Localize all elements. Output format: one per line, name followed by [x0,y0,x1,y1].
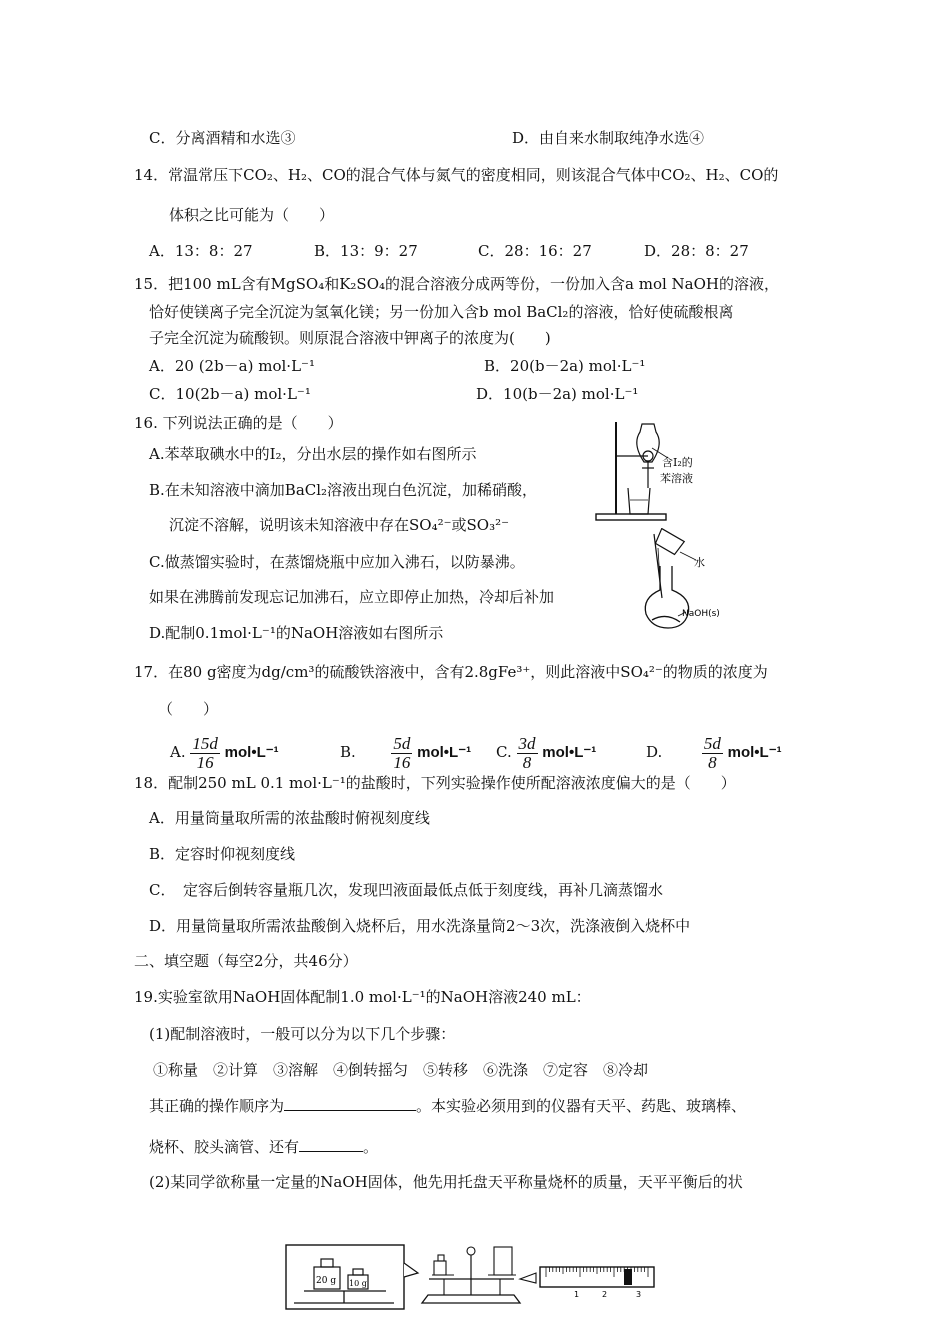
q16-option-c-line1: C.做蒸馏实验时，在蒸馏烧瓶中应加入沸石，以防暴沸。 [149,553,525,571]
q19-sub1: (1)配制溶液时，一般可以分为以下几个步骤： [149,1025,456,1043]
rider-marker [624,1269,632,1285]
q18-option-b: B．定容时仰视刻度线 [149,845,296,863]
q17-option-b: B. $\frac{5d}{16}$ mol•L⁻¹ [340,733,472,772]
q15-stem-line2: 恰好使镁离子完全沉淀为氢氧化镁；另一份加入含b mol BaCl₂的溶液，恰好使硫酸根离 [149,303,734,321]
q15-option-c: C．10(2b－a) mol·L⁻¹ [149,385,311,403]
fraction: $\frac{3d}{8}$ [518,733,536,772]
q14-option-a: A．13：8：27 [149,242,253,260]
balance-figure [284,1243,659,1313]
fraction: $\frac{5d}{8}$ [703,733,721,772]
answer-blank-2[interactable] [299,1137,363,1152]
q13-option-c: C．分离酒精和水选③ [149,129,296,147]
q14-stem-line2: 体积之比可能为（ ） [169,206,335,224]
q17-option-d: D. $\frac{5d}{8}$ mol•L⁻¹ [646,733,782,772]
q18-option-a: A．用量筒量取所需的浓盐酸时俯视刻度线 [149,809,430,827]
q14-stem-line1: 14．常温常压下CO₂、H₂、CO的混合气体与氮气的密度相同，则该混合气体中CO₂、H₂、CO的 [134,166,779,184]
q17-stem-line2: （ ） [158,700,219,718]
q18-stem: 18．配制250 mL 0.1 mol·L⁻¹的盐酸时，下列实验操作使所配溶液浓度偏大的是（ ） [134,774,736,792]
fig1-label-line1: 含I₂的 [662,456,693,469]
q17-option-c: C. $\frac{3d}{8}$ mol•L⁻¹ [496,733,597,772]
section-title: 二、填空题（每空2分，共46分） [134,952,358,970]
fig1-label-line2: 苯溶液 [660,472,693,485]
weight-10g-label: 10 g [349,1279,367,1288]
q19-blank1-line: 其正确的操作顺序为 。本实验必须用到的仪器有天平、药匙、玻璃棒、 [149,1097,747,1115]
fig2-label-water: 水 [694,556,705,569]
q19-sub2: (2)某同学欲称量一定量的NaOH固体，他先用托盘天平称量烧杯的质量，天平平衡后的状 [149,1173,743,1191]
weight-20g-label: 20 g [316,1276,337,1286]
q15-option-b: B．20(b－2a) mol·L⁻¹ [484,357,646,375]
q16-option-a: A.苯萃取碘水中的I₂，分出水层的操作如右图所示 [149,445,477,463]
scale-tick-label-3: 3 [636,1290,642,1299]
answer-blank-1[interactable] [284,1096,416,1111]
scale-ticks [546,1267,648,1277]
q17-stem-line1: 17．在80 g密度为dg/cm³的硫酸铁溶液中，含有2.8gFe³⁺，则此溶液中SO₄²⁻的物质的浓度为 [134,663,768,681]
q16-option-c-line2: 如果在沸腾前发现忘记加沸石，应立即停止加热，冷却后补加 [149,588,555,606]
scale-tick-label-2: 2 [602,1290,608,1299]
q15-stem-line3: 子完全沉淀为硫酸钡。则原混合溶液中钾离子的浓度为( ) [149,329,551,347]
q19-blank2-line: 烧杯、胶头滴管、还有 。 [149,1138,379,1156]
fraction: $\frac{5d}{16}$ [393,733,411,772]
q13-option-d: D．由自来水制取纯净水选④ [512,129,705,147]
q16-stem: 16. 下列说法正确的是（ ） [134,414,343,432]
scale-tick-label-1: 1 [574,1290,580,1299]
q16-option-d: D.配制0.1mol·L⁻¹的NaOH溶液如右图所示 [149,624,444,642]
q18-option-d: D．用量筒量取所需浓盐酸倒入烧杯后，用水洗涤量筒2～3次，洗涤液倒入烧杯中 [149,917,691,935]
q14-option-d: D．28：8：27 [644,242,749,260]
q15-option-a: A．20 (2b－a) mol·L⁻¹ [149,357,315,375]
q15-stem-line1: 15．把100 mL含有MgSO₄和K₂SO₄的混合溶液分成两等份，一份加入含a mol NaOH的溶液， [134,275,780,293]
separatory-funnel-figure [586,414,716,526]
fraction: $\frac{15d}{16}$ [192,733,218,772]
q16-option-b-line2: 沉淀不溶解，说明该未知溶液中存在SO₄²⁻或SO₃²⁻ [169,516,510,534]
q19-steps: ①称量 ②计算 ③溶解 ④倒转摇匀 ⑤转移 ⑥洗涤 ⑦定容 ⑧冷却 [153,1061,649,1079]
q16-option-b-line1: B.在未知溶液中滴加BaCl₂溶液出现白色沉淀，加稀硝酸， [149,481,538,499]
fig2-label-naoh: NaOH(s) [682,609,720,619]
q19-stem: 19.实验室欲用NaOH固体配制1.0 mol·L⁻¹的NaOH溶液240 mL： [134,988,591,1006]
q17-option-a: A. $\frac{15d}{16}$ mol•L⁻¹ [170,733,279,772]
volumetric-flask-figure [636,528,736,632]
q15-option-d: D．10(b－2a) mol·L⁻¹ [476,385,639,403]
q14-option-c: C．28：16：27 [478,242,592,260]
q14-option-b: B．13：9：27 [314,242,418,260]
q18-option-c: C． 定容后倒转容量瓶几次，发现凹液面最低点低于刻度线，再补几滴蒸馏水 [149,881,663,899]
